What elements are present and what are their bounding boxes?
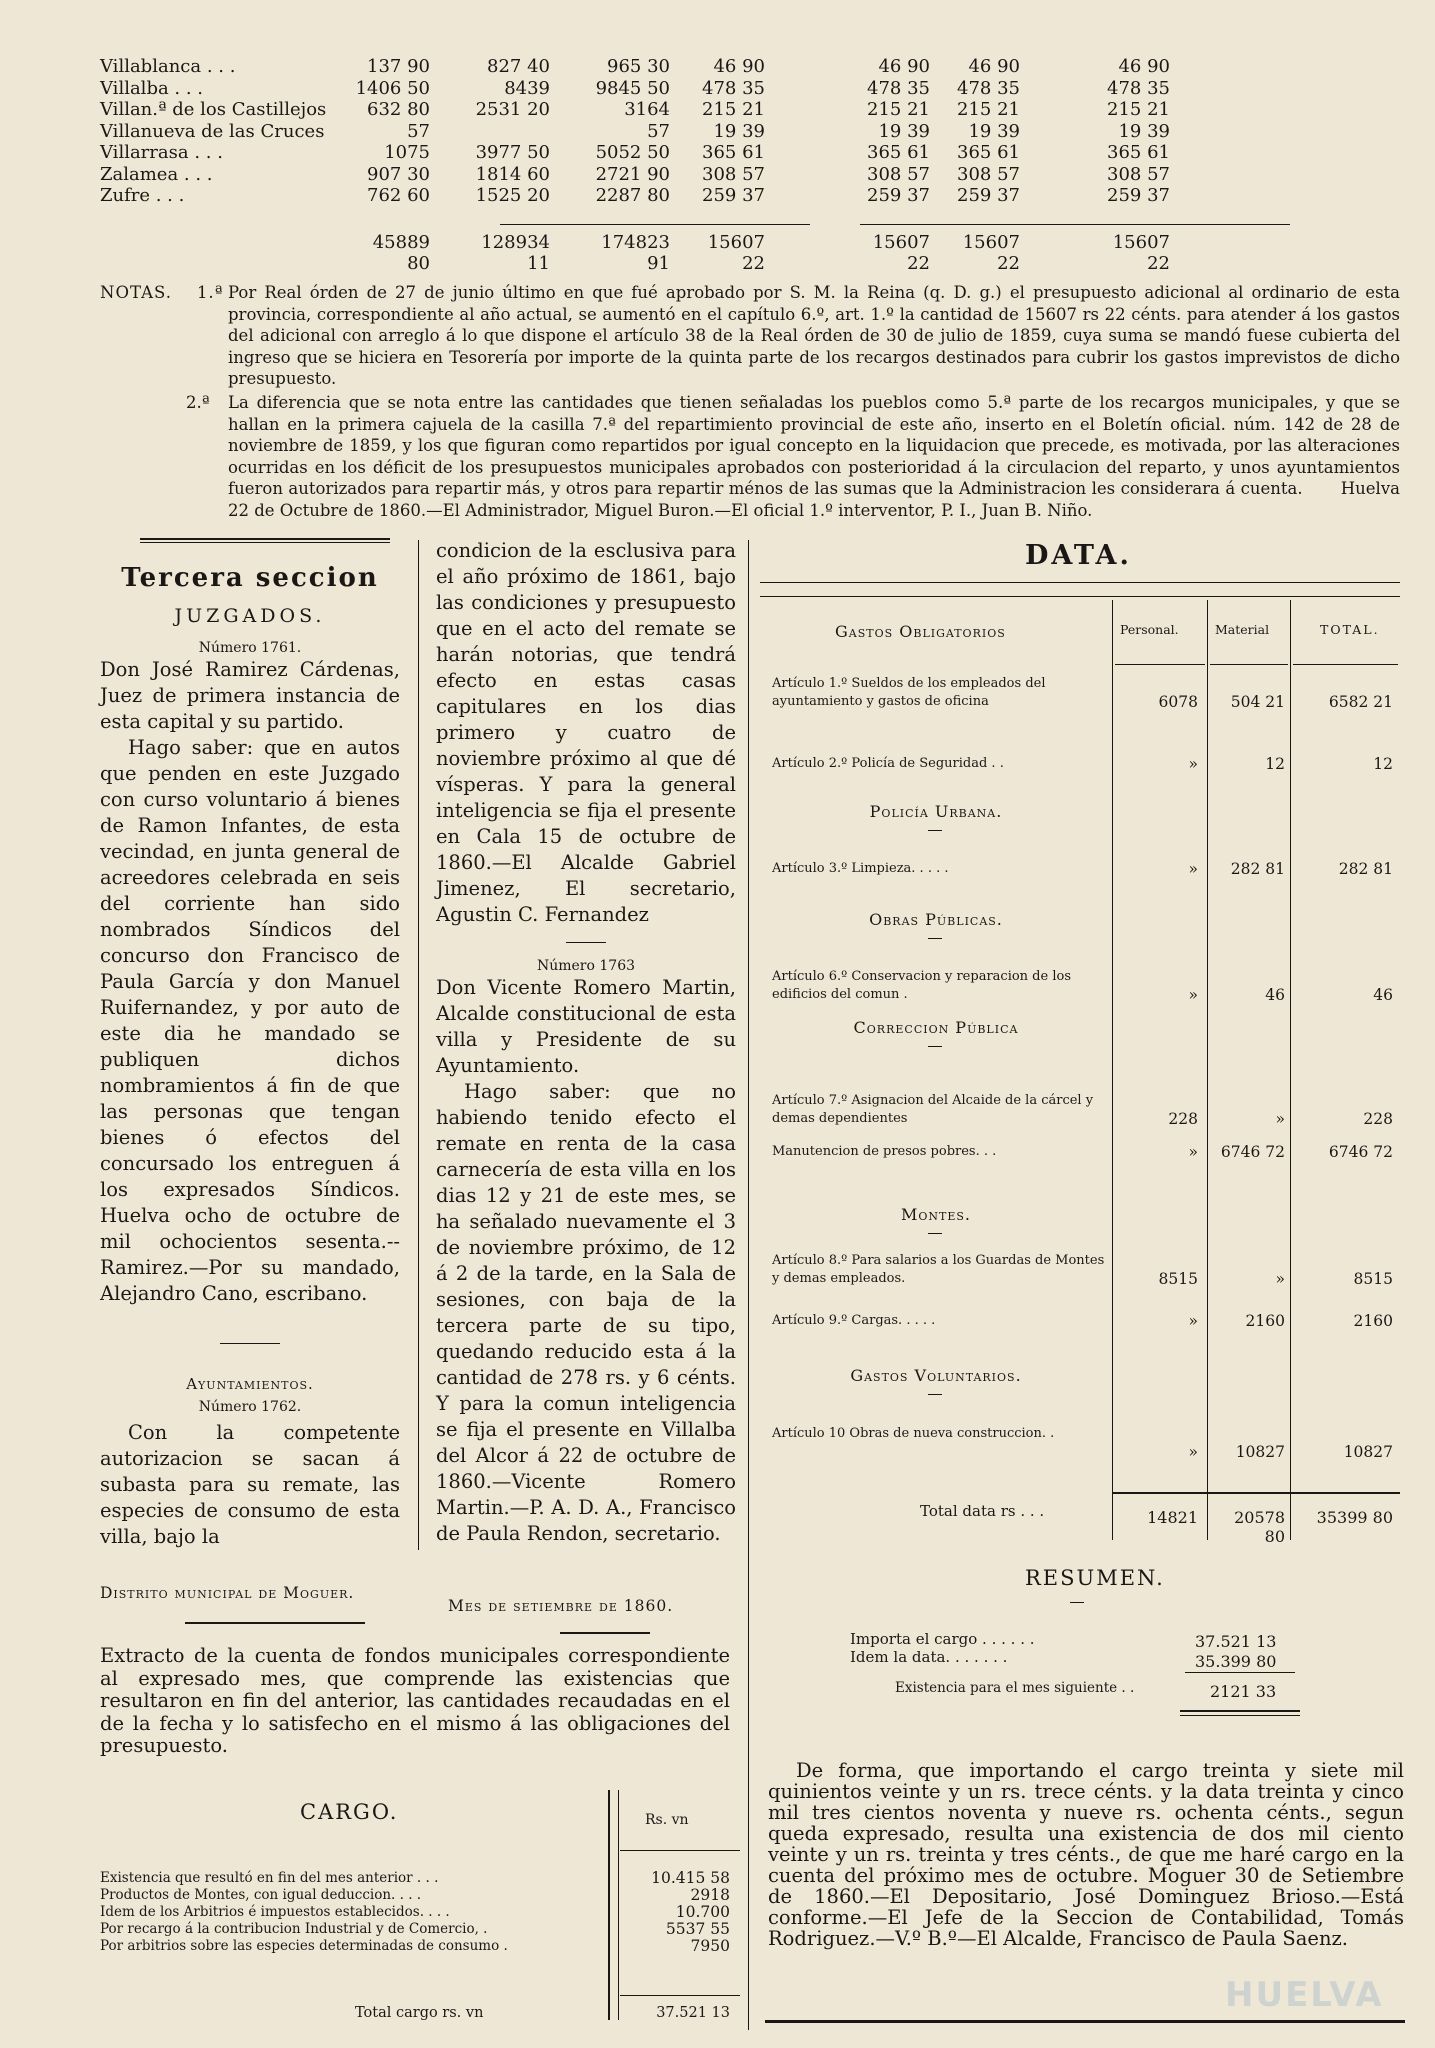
cargo-row xyxy=(100,1870,740,1887)
table-row xyxy=(100,185,1330,207)
data-section-rule xyxy=(928,938,942,939)
data-row-t: 282 81 xyxy=(1338,860,1393,878)
data-row-m: 504 21 xyxy=(1230,693,1285,711)
totals-row xyxy=(100,232,1330,274)
cargo-row xyxy=(100,1938,740,1955)
table-cell: 827 40 xyxy=(487,56,550,77)
resumen-rule xyxy=(1180,1710,1300,1712)
data-section-heading: Gastos Voluntarios. xyxy=(850,1366,1022,1385)
cargo-total-label: Total cargo rs. vn xyxy=(355,2005,484,2021)
data-row-m: 2160 xyxy=(1245,1312,1285,1330)
table-cell: 365 61 xyxy=(867,142,930,163)
notes-heading: NOTAS. 1.ª xyxy=(100,283,224,302)
left-column xyxy=(100,565,400,1550)
note-1: Por Real órden de 27 de junio último en que fué aprobado por S. M. la Reina (q. D. g.) el presupuesto adicional al ordinario de esta provincia, correspondiente al año actual, se aumentó en el capítulo 6.º, art. 1.º la cantidad de 15607 rs 22 cénts. para atender á los gastos del adicional con arreglo á lo que dispone el artículo 38 de la Real órden de 30 de julio de 1859, cuya suma se mandó fuese cubierta del ingreso que se hiciera en Tesorería por importe de la quinta parte de los recargos destinados para cubrir los gastos imprevistos de dicho presupuesto. xyxy=(228,283,1400,388)
total-cell: 174823 91 xyxy=(601,232,670,274)
table-row xyxy=(100,164,1330,186)
data-row-p: » xyxy=(1188,1143,1198,1161)
data-row-t: 2160 xyxy=(1353,1312,1393,1330)
totals-rule xyxy=(500,224,810,225)
edict-1761-heading: Don José Ramirez Cárdenas, Juez de primera instancia de esta capital y su partido. xyxy=(100,658,400,733)
table-cell: 365 61 xyxy=(1107,142,1170,163)
data-head-material: Material xyxy=(1215,622,1270,637)
table-cell: 19 39 xyxy=(1118,120,1170,142)
data-rule xyxy=(1290,600,1291,1540)
data-section-heading: Policía Urbana. xyxy=(869,802,1003,821)
data-row-label: Artículo 8.º Para salarios a los Guardas de Montes y demas empleados. xyxy=(772,1253,1105,1286)
table-cell: 215 21 xyxy=(957,99,1020,120)
data-row-p: 228 xyxy=(1168,1110,1198,1128)
data-section-heading: Obras Públicas. xyxy=(869,910,1003,929)
data-rule xyxy=(1293,664,1398,665)
table-cell: 308 57 xyxy=(702,163,765,185)
total-cell: 45889 80 xyxy=(372,232,430,274)
table-cell: 8439 xyxy=(504,77,550,99)
table-cell: 478 35 xyxy=(867,77,930,99)
data-row-m: 12 xyxy=(1265,755,1285,773)
data-row-m: 6746 72 xyxy=(1220,1143,1285,1161)
data-row-p: » xyxy=(1188,1312,1198,1330)
column-rule xyxy=(748,540,749,2030)
table-cell: 259 37 xyxy=(867,185,930,206)
table-cell: 365 61 xyxy=(957,142,1020,163)
table-cell: 46 90 xyxy=(1118,56,1170,77)
town-name: Villan.ª de los Castillejos xyxy=(100,99,327,120)
edict-1762-body: Con la competente autorizacion se sacan á subasta para su remate, las especies de consumo de esta villa, bajo la xyxy=(100,1421,400,1548)
data-section-rule xyxy=(928,830,942,831)
table-cell: 46 90 xyxy=(713,56,765,77)
resumen-exist-label: Existencia para el mes siguiente . . xyxy=(895,1680,1135,1696)
table-cell: 259 37 xyxy=(1107,185,1170,206)
table-cell: 2531 20 xyxy=(475,99,550,120)
resumen-title: RESUMEN. xyxy=(1025,1566,1165,1590)
cargo-row-label: Productos de Montes, con igual deduccion. . . . xyxy=(100,1887,422,1903)
table-cell: 2287 80 xyxy=(595,185,670,206)
district-label: Distrito municipal de Moguer. xyxy=(100,1584,355,1602)
table-cell: 762 60 xyxy=(367,185,430,206)
number-1761: Número 1761. xyxy=(198,640,302,656)
rule xyxy=(185,1622,365,1624)
data-rule xyxy=(760,582,1400,583)
cargo-row xyxy=(100,1887,740,1904)
data-row-p: 8515 xyxy=(1158,1270,1198,1288)
table-row xyxy=(100,56,1330,78)
data-row-p: » xyxy=(1188,986,1198,1004)
town-name: Villablanca . . . xyxy=(100,56,236,77)
cargo-row-value: 2918 xyxy=(690,1886,730,1904)
separator xyxy=(566,942,606,943)
cargo-column-head: Rs. vn xyxy=(645,1812,689,1828)
separator xyxy=(220,1343,280,1344)
data-rule xyxy=(1115,664,1205,665)
table-cell: 308 57 xyxy=(867,163,930,185)
data-section-rule xyxy=(928,1394,942,1395)
total-cell: 15607 22 xyxy=(707,232,765,274)
cargo-row-label: Por recargo á la contribucion Industrial y de Comercio, . xyxy=(100,1921,488,1937)
table-cell: 632 80 xyxy=(367,99,430,120)
table-cell: 478 35 xyxy=(1107,77,1170,99)
data-row-label: Artículo 3.º Limpieza. . . . . xyxy=(772,861,949,876)
resumen-data-value: 35.399 80 xyxy=(1195,1652,1277,1671)
table-cell: 19 39 xyxy=(878,120,930,142)
table-cell: 3977 50 xyxy=(475,142,550,163)
data-row-label: Artículo 10 Obras de nueva construccion. . xyxy=(772,1426,1055,1441)
cargo-row-value: 7950 xyxy=(690,1937,730,1955)
data-head-total: TOTAL. xyxy=(1320,622,1380,637)
data-row-t: 6582 21 xyxy=(1328,693,1393,711)
data-section-rule xyxy=(928,1233,942,1234)
table-cell: 965 30 xyxy=(607,56,670,77)
table-cell: 3164 xyxy=(624,99,670,120)
town-name: Villanueva de las Cruces xyxy=(100,120,325,142)
edict-1763-body: Hago saber: que no habiendo tenido efecto el remate en renta de la casa carnecería de esta villa en los dias 12 y 21 de este mes, se ha señalado nuevamente el 3 de noviembre próximo, de 12 á 2 de la tarde, en la Sala de sesiones, con baja de la tercera parte de su tipo, quedando reducido esta á la cantidad de 278 rs. y 6 cénts. Y para la comun inteligencia se fija el presente en Villalba del Alcor á 22 de octubre de 1860.—Vicente Romero Martin.—P. A. D. A., Francisco de Paula Rendon, secretario. xyxy=(436,1080,736,1545)
table-cell: 907 30 xyxy=(367,163,430,185)
data-rule xyxy=(1112,600,1113,1540)
closing-paragraph: De forma, que importando el cargo treinta y siete mil quinientos veinte y un rs. trece cénts. y la data treinta y cinco mil tres cientos noventa y nueve rs. ochenta cénts., segun queda expresado, resulta una existencia de dos mil ciento veinte y un rs. treinta y tres cénts., de que me haré cargo en la cuenta del próximo mes de octubre. Moguer 30 de Setiembre de 1860.—El Depositario, José Dominguez Brioso.—Está conforme.—El Jefe de la Seccion de Contabilidad, Tomás Rodriguez.—V.º B.º—El Alcalde, Francisco de Paula Saenz. xyxy=(768,1759,1404,1950)
table-cell: 57 xyxy=(407,120,430,142)
data-total-personal: 14821 xyxy=(1147,1508,1198,1527)
cargo-rows xyxy=(100,1870,740,1955)
cargo-row-label: Existencia que resultó en fin del mes anterior . . . xyxy=(100,1870,439,1886)
table-cell: 5052 50 xyxy=(595,142,670,163)
table-row xyxy=(100,99,1330,121)
cargo-row xyxy=(100,1921,740,1938)
town-name: Villarrasa . . . xyxy=(100,142,223,163)
data-head-personal: Personal. xyxy=(1120,622,1179,637)
table-cell: 215 21 xyxy=(867,99,930,120)
table-cell: 46 90 xyxy=(878,56,930,77)
resumen-exist-value: 2121 33 xyxy=(1210,1682,1277,1701)
table-row xyxy=(100,78,1330,100)
table-cell: 19 39 xyxy=(968,120,1020,142)
total-cell: 15607 22 xyxy=(872,232,930,274)
cargo-title: CARGO. xyxy=(300,1800,399,1824)
table-cell: 215 21 xyxy=(1107,99,1170,120)
total-cell: 128934 11 xyxy=(481,232,550,274)
column-rule xyxy=(418,540,419,1550)
data-row-t: 8515 xyxy=(1353,1270,1393,1288)
table-row xyxy=(100,142,1330,164)
town-name: Zalamea . . . xyxy=(100,163,213,185)
table-cell: 478 35 xyxy=(957,77,1020,99)
town-name: Zufre . . . xyxy=(100,185,185,206)
table-cell: 2721 90 xyxy=(595,163,670,185)
cargo-row-value: 10.700 xyxy=(675,1903,730,1921)
data-rule xyxy=(1207,600,1208,1540)
data-rule xyxy=(1210,664,1288,665)
cargo-row xyxy=(100,1904,740,1921)
table-cell: 1406 50 xyxy=(355,77,430,99)
cargo-rule xyxy=(620,1995,740,1996)
data-section-heading: Montes. xyxy=(900,1205,971,1224)
archive-watermark: HUELVA xyxy=(1225,1975,1384,2015)
data-row-m: » xyxy=(1275,1270,1285,1288)
data-row-label: Artículo 7.º Asignacion del Alcaide de la cárcel y demas dependientes xyxy=(772,1093,1094,1126)
cargo-row-value: 5537 55 xyxy=(665,1920,730,1938)
table-cell: 1075 xyxy=(384,142,430,163)
resumen-rule xyxy=(1070,1602,1084,1603)
table-cell: 308 57 xyxy=(957,163,1020,185)
cargo-rule xyxy=(620,1850,740,1851)
table-cell: 137 90 xyxy=(367,56,430,77)
data-row-m: 46 xyxy=(1265,986,1285,1004)
cargo-total-value: 37.521 13 xyxy=(656,2005,730,2021)
table-cell: 259 37 xyxy=(957,185,1020,206)
edict-1762-continued: condicion de la esclusiva para el año próximo de 1861, bajo las condiciones y presupuesto que en el acto del remate se harán notorias, que tendrá efecto en estas casas capitulares en los dias primero y cuatro de noviembre próximo al que dé vísperas. Y para la general inteligencia se fija el presente en Cala 15 de octubre de 1860.—El Alcalde Gabriel Jimenez, El secretario, Agustin C. Fernandez xyxy=(436,539,736,926)
resumen-rule xyxy=(1180,1715,1300,1716)
cargo-row-value: 10.415 58 xyxy=(651,1869,730,1887)
data-row-p: » xyxy=(1188,860,1198,878)
table-cell: 9845 50 xyxy=(595,77,670,99)
table-cell: 478 35 xyxy=(702,77,765,99)
data-row-label: Artículo 9.º Cargas. . . . . xyxy=(772,1313,936,1328)
bottom-rule xyxy=(765,2020,1405,2023)
table-cell: 259 37 xyxy=(702,185,765,206)
total-cell: 15607 22 xyxy=(962,232,1020,274)
resumen-data-label: Idem la data. . . . . . . xyxy=(850,1648,1008,1666)
data-row-t: 228 xyxy=(1363,1110,1393,1128)
cargo-row-label: Por arbitrios sobre las especies determinadas de consumo . xyxy=(100,1938,508,1954)
data-section-heading: Correccion Pública xyxy=(853,1018,1019,1037)
data-row-t: 46 xyxy=(1373,986,1393,1004)
data-row-t: 6746 72 xyxy=(1328,1143,1393,1161)
data-row-m: 10827 xyxy=(1235,1443,1285,1461)
data-section-rule xyxy=(928,1046,942,1047)
data-row-t: 12 xyxy=(1373,755,1393,773)
data-row-p: 6078 xyxy=(1158,693,1198,711)
cargo-row-label: Idem de los Arbitrios é impuestos establecidos. . . . xyxy=(100,1904,450,1920)
edict-1761-body: Hago saber: que en autos que penden en este Juzgado con curso voluntario á bienes de Ramon Infantes, de esta vecindad, en junta general de acreedores celebrada en seis del corriente han sido nombrados Síndicos del concurso don Francisco de Paula García y don Manuel Ruifernandez, y por auto de este dia he mandado se publiquen dichos nombramientos á fin de que las personas que tengan bienes ó efectos del concursado los entreguen á los expresados Síndicos. Huelva ocho de octubre de mil ochocientos sesenta.--Ramirez.—Por su mandado, Alejandro Cano, escribano. xyxy=(100,736,400,1305)
data-row-label: Manutencion de presos pobres. . . xyxy=(772,1144,997,1159)
section-title: Tercera seccion xyxy=(121,563,379,593)
table-cell: 365 61 xyxy=(702,142,765,163)
number-1763: Número 1763 xyxy=(536,958,636,974)
data-total-material: 20578 80 xyxy=(1234,1508,1285,1546)
edict-1763-heading: Don Vicente Romero Martin, Alcalde constitucional de esta villa y Presidente de su Ayuntamiento. xyxy=(436,976,736,1077)
table-cell: 308 57 xyxy=(1107,163,1170,185)
data-rule xyxy=(1112,1492,1400,1494)
section-rule xyxy=(140,542,390,543)
table-cell: 19 39 xyxy=(713,120,765,142)
note-2-label: 2.ª xyxy=(186,393,210,412)
data-total-total: 35399 80 xyxy=(1316,1508,1393,1527)
data-total-label: Total data rs . . . xyxy=(920,1502,1045,1520)
resumen-cargo-label: Importa el cargo . . . . . . xyxy=(850,1630,1035,1648)
data-head-concept: Gastos Obligatorios xyxy=(835,622,1006,641)
table-cell: 1814 60 xyxy=(475,163,550,185)
resumen-cargo-value: 37.521 13 xyxy=(1195,1632,1277,1651)
data-row-p: » xyxy=(1188,755,1198,773)
total-cell: 15607 22 xyxy=(1112,232,1170,274)
section-rule xyxy=(140,538,390,540)
data-title: DATA. xyxy=(1025,540,1132,571)
middle-column xyxy=(436,538,736,1547)
town-name: Villalba . . . xyxy=(100,77,204,99)
resumen-rule xyxy=(1185,1672,1295,1673)
contributions-table xyxy=(100,56,1330,207)
rule xyxy=(560,1632,650,1634)
table-cell: 57 xyxy=(647,120,670,142)
data-row-p: » xyxy=(1188,1443,1198,1461)
totals-rule-right xyxy=(860,224,1290,225)
note-2: 2.ª La diferencia que se nota entre las cantidades que tienen señaladas los pueblos como 5.ª parte de los recargos municipales, y que se hallan en la primera cajuela de la casilla 7.ª del repartimiento provincial de este año, inserto en el Boletín oficial. núm. 142 de 28 de noviembre de 1859, y los que figuran como repartidos por igual concepto en la liquidacion que precede, es motivada, por las alteraciones ocurridas en los déficit de los presupuestos municipales aprobados con posterioridad á la circulacion del reparto, y unos ayuntamientos fueron autorizados para repartir más, y otros para repartir ménos de las sumas que la Administracion les considerara á cuenta. Huelva 22 de Octubre de 1860.—El Administrador, Miguel Buron.—El oficial 1.º interventor, P. I., Juan B. Niño. xyxy=(186,393,1400,520)
ayuntamientos-heading: Ayuntamientos. xyxy=(186,1375,314,1393)
data-rule xyxy=(760,596,1400,597)
extracto-paragraph: Extracto de la cuenta de fondos municipales correspondiente al expresado mes, que comprende las existencias que resultaron en fin del anterior, las cantidades recaudadas en el de la fecha y lo satisfecho en el mismo á las obligaciones del presupuesto. xyxy=(100,1644,730,1757)
table-cell: 1525 20 xyxy=(475,185,550,206)
data-row-label: Artículo 1.º Sueldos de los empleados del ayuntamiento y gastos de oficina xyxy=(772,676,1046,709)
number-1762: Número 1762. xyxy=(198,1399,302,1415)
data-row-label: Artículo 6.º Conservacion y reparacion de los edificios del comun . xyxy=(772,969,1071,1002)
data-row-t: 10827 xyxy=(1343,1443,1393,1461)
table-row xyxy=(100,121,1330,143)
notes-signature: Huelva 22 de Octubre de 1860.—El Administrador, Miguel Buron.—El oficial 1.º interventor, P. I., Juan B. Niño. xyxy=(228,479,1400,520)
table-cell: 215 21 xyxy=(702,99,765,120)
data-row-label: Artículo 2.º Policía de Seguridad . . xyxy=(772,756,1004,771)
juzgados-heading: JUZGADOS. xyxy=(174,605,326,627)
data-row-m: 282 81 xyxy=(1230,860,1285,878)
table-cell: 46 90 xyxy=(968,56,1020,77)
month-label: Mes de setiembre de 1860. xyxy=(448,1597,674,1615)
data-row-m: » xyxy=(1275,1110,1285,1128)
